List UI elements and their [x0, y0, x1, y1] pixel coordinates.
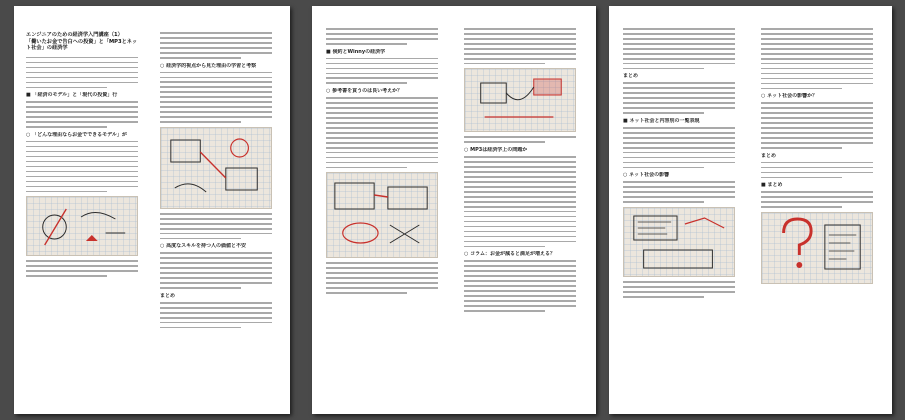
paragraph: [326, 97, 438, 168]
paragraph: [623, 181, 735, 203]
paragraph: [623, 127, 735, 168]
paragraph: [26, 57, 138, 89]
article-title-line-1: エンジニアのための経済学入門講座（1）: [26, 32, 123, 38]
whiteboard-sketch-photo: [26, 196, 138, 256]
paragraph: [623, 82, 735, 114]
page-3-right-column: [761, 28, 873, 288]
paragraph: [761, 191, 873, 208]
summary-heading: まとめ: [623, 73, 639, 80]
article-title-line-2: 「働いたお金で告白への投資」と「MP3とネット社会」の経済学: [26, 38, 138, 52]
paragraph: [464, 260, 576, 311]
subsection-heading: ○ ネット社会の影響か？: [761, 93, 818, 100]
paragraph: [623, 28, 735, 69]
page-3-left-column: [623, 28, 735, 298]
whiteboard-sketch-photo: [464, 68, 576, 132]
paragraph: [464, 28, 576, 64]
summary-heading: まとめ: [761, 152, 777, 159]
subsection-heading: ○ 参考書を買うのは良い考えか？: [326, 88, 403, 95]
paragraph: [160, 252, 272, 288]
section-heading: ■ 「経済のモデル」と「現代の投資」行: [26, 92, 118, 99]
paragraph: [26, 260, 138, 277]
paragraph: [326, 28, 438, 45]
whiteboard-sketch-photo: [160, 127, 272, 209]
article-title: [26, 32, 138, 52]
paragraph: [761, 102, 873, 148]
section-heading: ■ まとめ: [761, 182, 783, 189]
column-heading: ○ コラム：お金が減ると満足が増える？: [464, 251, 556, 258]
document-page-2: [312, 6, 596, 414]
subsection-heading: ○ 高度なスキルを持つ人の価値と不安: [160, 243, 247, 250]
page-2-left-column: [326, 28, 438, 294]
document-page-1: [14, 6, 290, 414]
section-heading: ■ 倹約とWinnyの経済学: [326, 48, 386, 55]
subsection-heading: ○ ネット社会の影響: [623, 172, 670, 179]
summary-heading: まとめ: [160, 292, 176, 299]
paragraph: [623, 281, 735, 298]
paragraph: [761, 162, 873, 179]
paragraph: [464, 156, 576, 247]
paragraph: [464, 136, 576, 143]
paragraph: [160, 213, 272, 240]
subsection-heading: ○ 経済学的視点から見た理由の学習と考察: [160, 62, 257, 69]
paragraph: [26, 141, 138, 192]
paragraph: [160, 302, 272, 329]
paragraph: [26, 101, 138, 128]
whiteboard-sketch-photo: [623, 207, 735, 277]
paragraph: [160, 72, 272, 123]
page-1-left-column: [26, 32, 138, 277]
paragraph: [326, 262, 438, 294]
section-heading: ■ ネット社会と内容別の一覧表現: [623, 117, 700, 124]
page-1-right-column: [160, 32, 272, 328]
document-page-3: [609, 6, 892, 414]
whiteboard-sketch-photo: [326, 172, 438, 258]
subsection-heading: ○ 「どんな理由ならお金でできるモデル」が: [26, 131, 127, 138]
question-mark-sketch-photo: [761, 212, 873, 284]
page-2-right-column: [464, 28, 576, 312]
paragraph: [761, 28, 873, 89]
paragraph: [326, 58, 438, 85]
subsection-heading: ○ MP3は経済学上の問題か: [464, 147, 528, 154]
paragraph: [160, 32, 272, 59]
